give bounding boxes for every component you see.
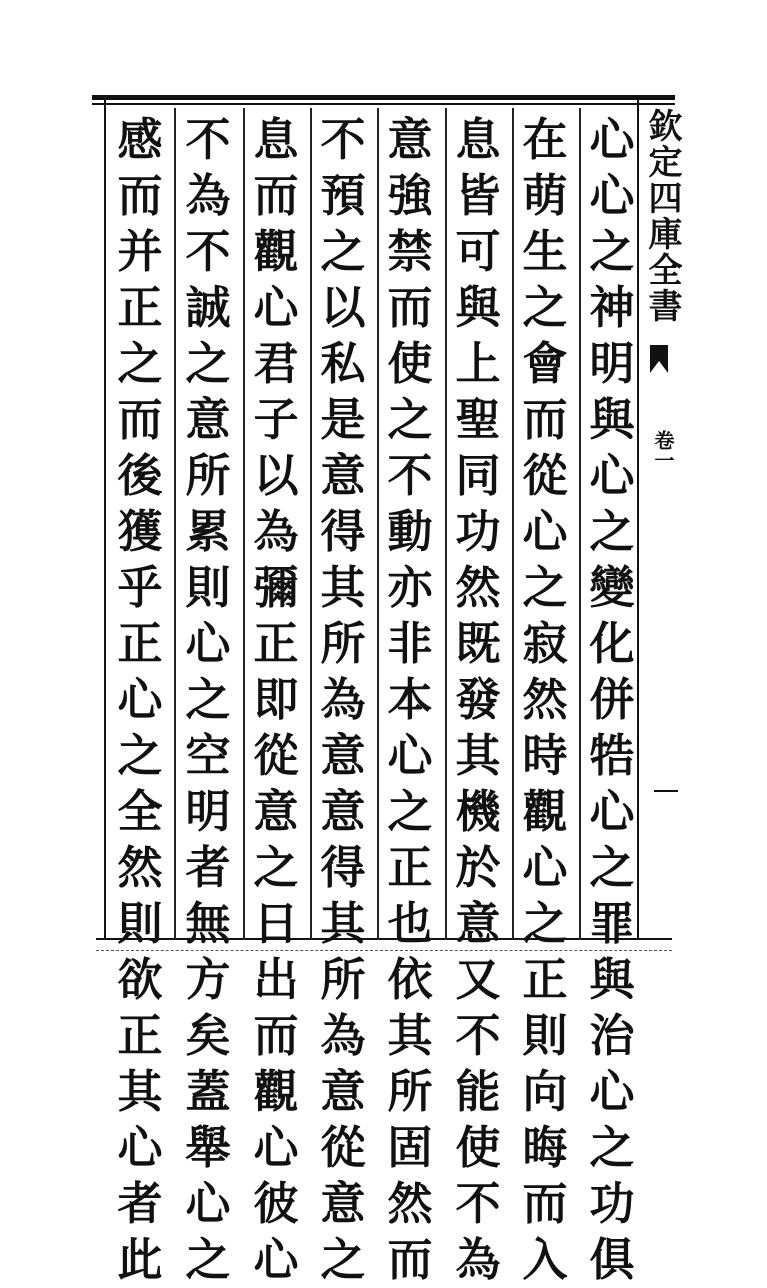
character: 所 — [320, 617, 366, 670]
character: 明 — [589, 337, 635, 390]
character: 彌 — [253, 561, 299, 614]
character: 而 — [253, 1009, 299, 1062]
character: 累 — [185, 505, 231, 558]
character: 之 — [320, 225, 366, 278]
character: 而 — [387, 281, 433, 334]
fold-volume-label: 卷一 — [651, 430, 675, 470]
character: 蓋 — [185, 1065, 231, 1118]
character: 為 — [320, 673, 366, 726]
character: 誠 — [185, 281, 231, 334]
character: 心 — [185, 1177, 231, 1230]
character: 之 — [117, 729, 163, 782]
character: 此 — [117, 1233, 163, 1286]
character: 欲 — [117, 953, 163, 1006]
character: 而 — [117, 169, 163, 222]
character: 之 — [522, 281, 568, 334]
character: 而 — [253, 169, 299, 222]
character: 則 — [117, 897, 163, 950]
character: 而 — [117, 393, 163, 446]
character: 也 — [387, 897, 433, 950]
character: 為 — [185, 169, 231, 222]
character: 罪 — [589, 897, 635, 950]
character: 之 — [522, 897, 568, 950]
character: 觀 — [253, 225, 299, 278]
column-separator-line — [445, 108, 447, 940]
character: 其 — [320, 897, 366, 950]
character: 發 — [455, 673, 501, 726]
column-separator-line — [310, 108, 312, 940]
character: 意 — [185, 393, 231, 446]
column-separator-line — [579, 108, 581, 940]
character: 不 — [320, 113, 366, 166]
character: 感 — [117, 113, 163, 166]
character: 之 — [589, 505, 635, 558]
character: 正 — [522, 953, 568, 1006]
character: 晦 — [522, 1121, 568, 1174]
character: 心 — [253, 1121, 299, 1174]
character: 俱 — [589, 1233, 635, 1286]
character: 心 — [589, 785, 635, 838]
character: 上 — [455, 337, 501, 390]
character: 其 — [117, 1065, 163, 1118]
character: 為 — [253, 505, 299, 558]
character: 而 — [387, 1233, 433, 1286]
column-separator-line — [174, 108, 176, 940]
character: 其 — [387, 1009, 433, 1062]
character: 皆 — [455, 169, 501, 222]
character: 治 — [589, 1009, 635, 1062]
fishtail-mark-icon — [650, 345, 668, 373]
character: 為 — [455, 1233, 501, 1286]
character: 觀 — [253, 1065, 299, 1118]
character: 則 — [185, 561, 231, 614]
character: 既 — [455, 617, 501, 670]
character: 意 — [253, 785, 299, 838]
character: 然 — [117, 841, 163, 894]
character: 不 — [387, 449, 433, 502]
text-column — [110, 112, 170, 1286]
text-column — [380, 112, 440, 1286]
character: 全 — [117, 785, 163, 838]
character: 意 — [455, 897, 501, 950]
character: 心 — [253, 1233, 299, 1286]
character: 息 — [253, 113, 299, 166]
character: 之 — [387, 785, 433, 838]
character: 又 — [455, 953, 501, 1006]
character: 不 — [185, 225, 231, 278]
character: 生 — [522, 225, 568, 278]
character: 與 — [589, 393, 635, 446]
character: 聖 — [455, 393, 501, 446]
character: 心 — [253, 281, 299, 334]
character: 正 — [117, 617, 163, 670]
character: 本 — [387, 673, 433, 726]
character: 從 — [320, 1121, 366, 1174]
character: 可 — [455, 225, 501, 278]
character: 寂 — [522, 617, 568, 670]
character: 亦 — [387, 561, 433, 614]
character: 觀 — [522, 785, 568, 838]
character: 之 — [320, 1233, 366, 1286]
character: 正 — [117, 281, 163, 334]
character: 以 — [320, 281, 366, 334]
character: 正 — [387, 841, 433, 894]
character: 功 — [455, 505, 501, 558]
character: 不 — [185, 113, 231, 166]
column-separator-line — [512, 108, 514, 940]
character: 所 — [320, 953, 366, 1006]
character: 心 — [387, 729, 433, 782]
character: 之 — [589, 225, 635, 278]
character: 之 — [117, 337, 163, 390]
character: 之 — [185, 1233, 231, 1286]
character: 萌 — [522, 169, 568, 222]
character: 空 — [185, 729, 231, 782]
character: 之 — [387, 393, 433, 446]
character: 非 — [387, 617, 433, 670]
character: 獲 — [117, 505, 163, 558]
character: 在 — [522, 113, 568, 166]
character: 子 — [253, 393, 299, 446]
character: 私 — [320, 337, 366, 390]
character: 心 — [185, 617, 231, 670]
character: 君 — [253, 337, 299, 390]
fold-title: 欽定四庫全書 — [642, 108, 682, 324]
character: 心 — [117, 673, 163, 726]
character: 化 — [589, 617, 635, 670]
character: 日 — [253, 897, 299, 950]
character: 心 — [589, 1065, 635, 1118]
character: 息 — [455, 113, 501, 166]
character: 者 — [117, 1177, 163, 1230]
character: 并 — [117, 225, 163, 278]
character: 之 — [522, 561, 568, 614]
character: 時 — [522, 729, 568, 782]
character: 神 — [589, 281, 635, 334]
character: 與 — [589, 953, 635, 1006]
character: 禁 — [387, 225, 433, 278]
character: 而 — [522, 393, 568, 446]
character: 則 — [522, 1009, 568, 1062]
character: 其 — [320, 561, 366, 614]
character: 為 — [320, 1009, 366, 1062]
character: 同 — [455, 449, 501, 502]
character: 心 — [117, 1121, 163, 1174]
text-column — [448, 112, 508, 1286]
character: 向 — [522, 1065, 568, 1118]
character: 然 — [522, 673, 568, 726]
character: 使 — [387, 337, 433, 390]
character: 不 — [455, 1009, 501, 1062]
character: 之 — [589, 1121, 635, 1174]
character: 彼 — [253, 1177, 299, 1230]
character: 是 — [320, 393, 366, 446]
character: 然 — [387, 1177, 433, 1230]
character: 能 — [455, 1065, 501, 1118]
text-column — [246, 112, 306, 1286]
character: 變 — [589, 561, 635, 614]
character: 之 — [185, 673, 231, 726]
character: 從 — [253, 729, 299, 782]
bottom-dashed-rule — [96, 950, 672, 951]
character: 正 — [117, 1009, 163, 1062]
character: 矣 — [185, 1009, 231, 1062]
character: 牿 — [589, 729, 635, 782]
character: 意 — [320, 729, 366, 782]
text-column — [515, 112, 575, 1286]
text-column — [313, 112, 373, 1286]
fold-stub-line — [654, 790, 678, 792]
character: 依 — [387, 953, 433, 1006]
character: 之 — [253, 841, 299, 894]
character: 強 — [387, 169, 433, 222]
character: 方 — [185, 953, 231, 1006]
character: 之 — [185, 337, 231, 390]
character: 舉 — [185, 1121, 231, 1174]
character: 以 — [253, 449, 299, 502]
character: 機 — [455, 785, 501, 838]
character: 然 — [455, 561, 501, 614]
left-frame-line — [104, 100, 106, 940]
character: 從 — [522, 449, 568, 502]
character: 所 — [387, 1065, 433, 1118]
character: 使 — [455, 1121, 501, 1174]
character: 所 — [185, 449, 231, 502]
column-separator-line — [377, 108, 379, 940]
character: 心 — [589, 113, 635, 166]
character: 無 — [185, 897, 231, 950]
character: 入 — [522, 1233, 568, 1286]
character: 意 — [320, 449, 366, 502]
character: 而 — [522, 1177, 568, 1230]
character: 其 — [455, 729, 501, 782]
character: 出 — [253, 953, 299, 1006]
character: 之 — [589, 841, 635, 894]
character: 後 — [117, 449, 163, 502]
character: 意 — [387, 113, 433, 166]
character: 心 — [589, 169, 635, 222]
character: 意 — [320, 785, 366, 838]
character: 意 — [320, 1177, 366, 1230]
column-separator-line — [243, 108, 245, 940]
character: 心 — [589, 449, 635, 502]
character: 心 — [522, 505, 568, 558]
character: 固 — [387, 1121, 433, 1174]
top-border-rule — [92, 95, 675, 100]
character: 心 — [522, 841, 568, 894]
character: 意 — [320, 1065, 366, 1118]
bottom-border-rule — [96, 938, 672, 940]
text-column — [178, 112, 238, 1286]
character: 併 — [589, 673, 635, 726]
character: 者 — [185, 841, 231, 894]
character: 動 — [387, 505, 433, 558]
character: 於 — [455, 841, 501, 894]
character: 與 — [455, 281, 501, 334]
character: 得 — [320, 505, 366, 558]
top-border-thin-rule — [92, 103, 675, 105]
character: 明 — [185, 785, 231, 838]
character: 會 — [522, 337, 568, 390]
text-column — [582, 112, 642, 1286]
character: 即 — [253, 673, 299, 726]
character: 不 — [455, 1177, 501, 1230]
character: 功 — [589, 1177, 635, 1230]
character: 正 — [253, 617, 299, 670]
character: 乎 — [117, 561, 163, 614]
character: 得 — [320, 841, 366, 894]
character: 預 — [320, 169, 366, 222]
